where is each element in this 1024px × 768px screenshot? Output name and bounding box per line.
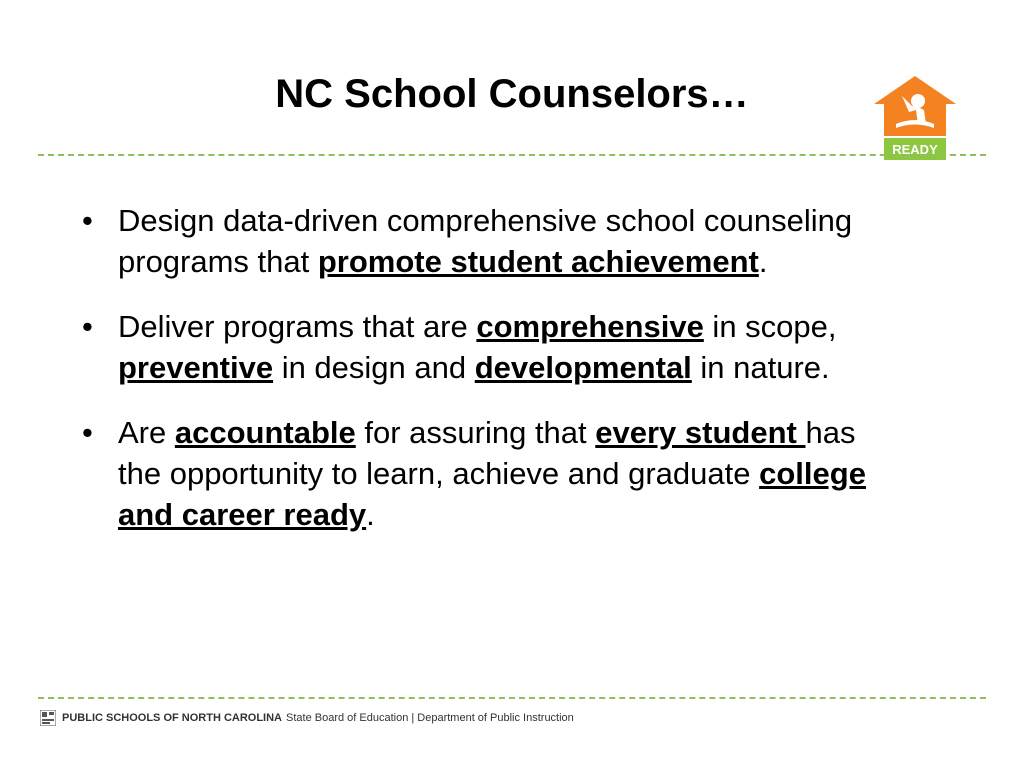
bullet-marker: •	[82, 203, 93, 238]
bullet-text: has the opportunity to learn, achieve and graduate	[118, 415, 856, 491]
bottom-divider	[38, 697, 986, 699]
emphasis-text: accountable	[174, 415, 356, 450]
bullet-marker: •	[82, 415, 93, 450]
emphasis-text: developmental	[474, 350, 692, 385]
bullet-text: Deliver programs that are	[118, 309, 477, 344]
bullet-text: Design data-driven comprehensive school counseling programs that	[118, 203, 853, 279]
bullet-item	[76, 412, 896, 535]
footer-text: State Board of Education | Department of Public Instruction	[286, 712, 574, 724]
bullet-text: for assuring that	[355, 415, 596, 450]
emphasis-text: promote student achievement	[317, 244, 759, 279]
ready-logo-graphic	[872, 74, 958, 166]
bullet-list	[76, 200, 896, 559]
bullet-text: in nature.	[691, 350, 830, 385]
bullet-marker: •	[82, 309, 93, 344]
slide-title: NC School Counselors…	[275, 72, 749, 116]
emphasis-text: every student	[595, 415, 806, 450]
emphasis-text: preventive	[118, 350, 274, 385]
ready-house-icon	[872, 74, 958, 166]
bullet-item	[76, 306, 896, 388]
nc-schools-emblem-icon	[40, 710, 56, 726]
bullet-text: .	[758, 244, 768, 279]
bullet-text: in scope,	[703, 309, 837, 344]
footer-org: PUBLIC SCHOOLS OF NORTH CAROLINA	[62, 712, 282, 724]
bullet-text: Are	[118, 415, 175, 450]
bullet-item	[76, 200, 896, 282]
emphasis-text: college and career ready	[118, 456, 866, 532]
bullet-text: .	[366, 497, 375, 532]
footer	[40, 708, 574, 728]
ready-logo-text: READY	[892, 142, 938, 157]
bullet-text: in design and	[273, 350, 475, 385]
top-divider	[38, 154, 986, 156]
emphasis-text: comprehensive	[476, 309, 704, 344]
